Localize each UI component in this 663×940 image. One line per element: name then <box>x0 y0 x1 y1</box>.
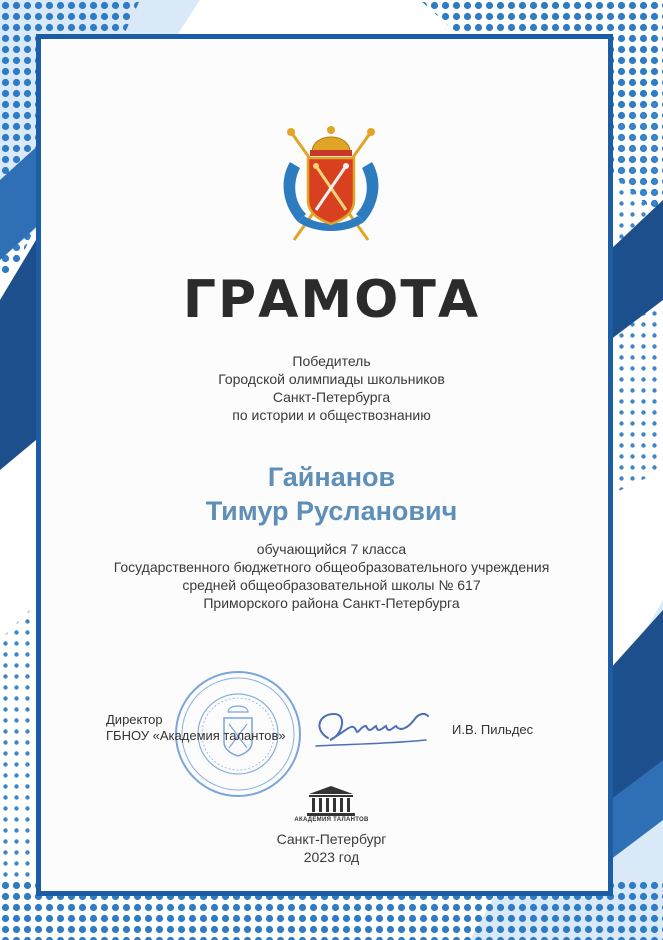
description-line-1: обучающийся 7 класса <box>256 541 407 557</box>
coat-of-arms-icon <box>276 122 386 250</box>
description-line-4: Приморского района Санкт-Петербурга <box>203 595 460 611</box>
director-title <box>106 712 286 744</box>
award-line-1: Победитель <box>292 353 371 369</box>
award-line-4: по истории и обществознанию <box>232 407 431 423</box>
year: 2023 год <box>303 849 360 865</box>
director-name: И.В. Пильдес <box>452 722 534 737</box>
academy-logo-icon <box>295 782 367 822</box>
description-line-3: средней общеобразовательной школы № 617 <box>182 577 481 593</box>
description-line-2: Государственного бюджетного общеобразовательного учреждения <box>113 559 550 575</box>
academy-logo-text: АКАДЕМИЯ ТАЛАНТОВ <box>294 817 369 823</box>
recipient-name <box>0 460 663 528</box>
signature-icon <box>308 700 438 756</box>
city: Санкт-Петербург <box>276 831 387 847</box>
director-organization: ГБНОУ «Академия талантов» <box>106 728 286 743</box>
place-and-date <box>0 830 663 866</box>
award-text <box>0 352 663 424</box>
director-role: Директор <box>106 712 163 727</box>
award-line-2: Городской олимпиады школьников <box>218 371 445 387</box>
certificate-title: ГРАМОТА <box>182 270 481 330</box>
award-line-3: Санкт-Петербурга <box>272 389 391 405</box>
recipient-surname: Гайнанов <box>267 462 396 492</box>
recipient-given-name: Тимур Русланович <box>205 496 458 526</box>
recipient-description <box>0 540 663 612</box>
